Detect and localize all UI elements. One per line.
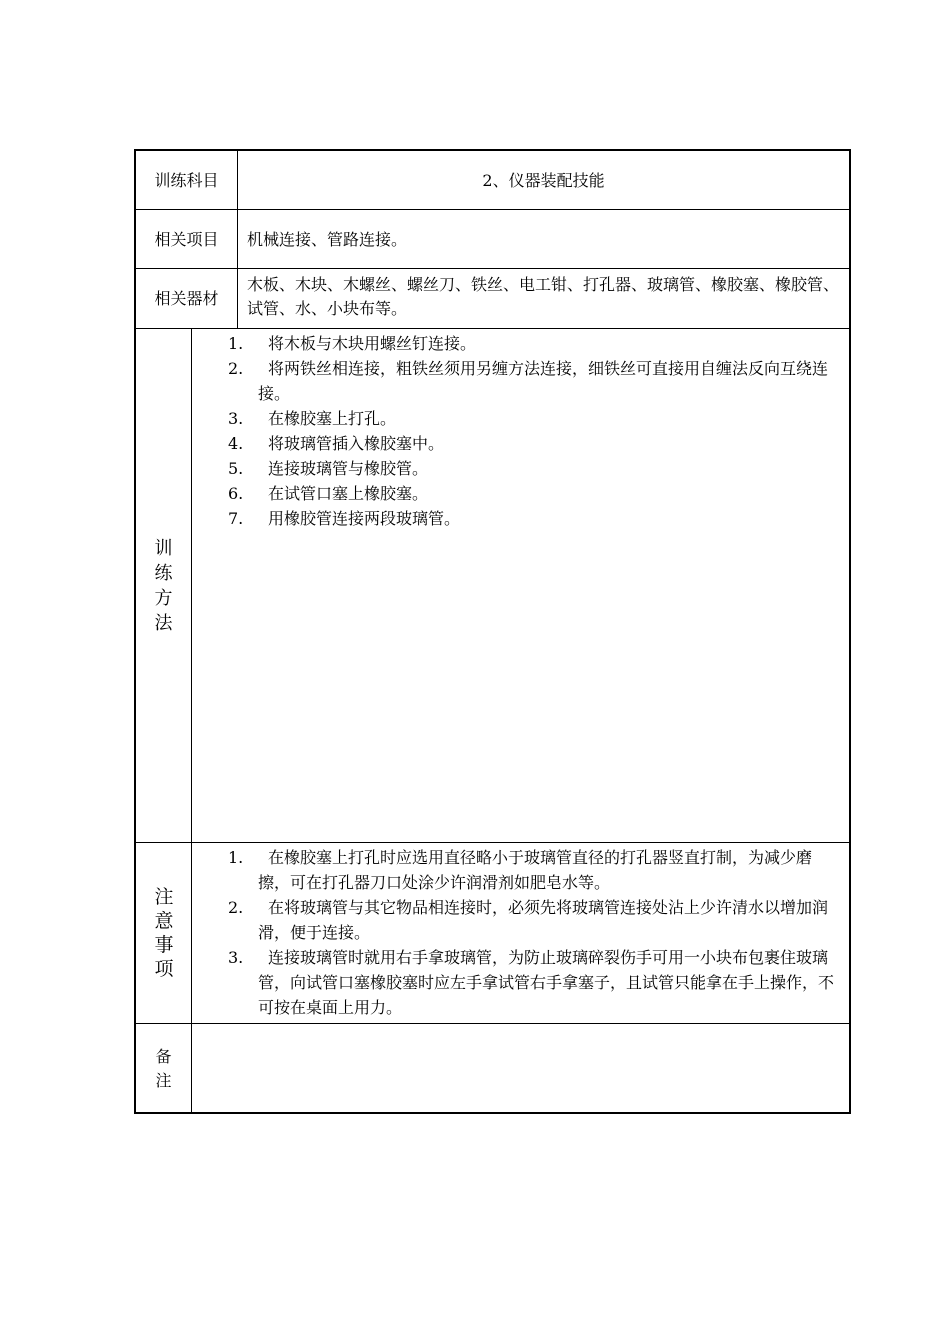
remarks-label-text: 备注 <box>155 1047 172 1090</box>
list-item-text: 在橡胶塞上打孔。 <box>268 409 397 428</box>
list-item <box>192 506 841 531</box>
method-steps-list <box>192 331 841 531</box>
subject-label-text: 训练科目 <box>154 170 219 190</box>
list-item <box>192 895 841 945</box>
method-content <box>192 329 849 842</box>
list-item <box>192 481 841 506</box>
list-item-text: 在将玻璃管与其它物品相连接时，必须先将玻璃管连接处沾上少许清水以增加润滑，便于连接。 <box>258 898 829 942</box>
subject-value-text: 2、仪器装配技能 <box>482 170 605 190</box>
list-item <box>192 356 841 406</box>
list-item-text: 连接玻璃管时就用右手拿玻璃管，为防止玻璃碎裂伤手可用一小块布包裹住玻璃管，向试管口塞橡胶塞时应左手拿试管右手拿塞子，且试管只能拿在手上操作，不可按在桌面上用力。 <box>258 948 835 1017</box>
list-item-text: 将玻璃管插入橡胶塞中。 <box>268 434 445 453</box>
list-item-text: 将两铁丝相连接，粗铁丝须用另缠方法连接，细铁丝可直接用自缠法反向互绕连接。 <box>258 359 829 403</box>
notes-items-list <box>192 845 841 1020</box>
list-item-number: 1. <box>228 848 244 867</box>
list-item-number: 3. <box>228 948 244 967</box>
list-item <box>192 406 841 431</box>
list-item-text: 将木板与木块用螺丝钉连接。 <box>268 334 477 353</box>
list-item <box>192 431 841 456</box>
notes-content <box>192 843 849 1023</box>
list-item-number: 2. <box>228 898 244 917</box>
list-item-number: 2. <box>228 359 244 378</box>
list-item <box>192 845 841 895</box>
subject-label <box>136 151 237 209</box>
equipment-label <box>136 269 237 328</box>
project-label <box>136 210 237 268</box>
project-value-text: 机械连接、管路连接。 <box>247 229 408 249</box>
method-label <box>136 329 191 842</box>
equipment-value <box>238 269 849 328</box>
list-item <box>192 945 841 1020</box>
list-item-text: 连接玻璃管与橡胶管。 <box>268 459 429 478</box>
list-item-text: 在试管口塞上橡胶塞。 <box>268 484 429 503</box>
list-item-number: 1. <box>228 334 244 353</box>
list-item-number: 6. <box>228 484 244 503</box>
notes-label-text: 注意事项 <box>154 886 174 980</box>
list-item <box>192 456 841 481</box>
project-value <box>238 210 849 268</box>
project-label-text: 相关项目 <box>154 229 219 249</box>
notes-label <box>136 843 191 1023</box>
equipment-value-text: 木板、木块、木螺丝、螺丝刀、铁丝、电工钳、打孔器、玻璃管、橡胶塞、橡胶管、试管、水、小块布等。 <box>247 275 840 318</box>
remarks-content <box>192 1024 849 1114</box>
training-form-table <box>134 149 851 1114</box>
list-item-number: 3. <box>228 409 244 428</box>
list-item <box>192 331 841 356</box>
remarks-label <box>136 1024 191 1114</box>
list-item-number: 4. <box>228 434 244 453</box>
method-label-text: 训练方法 <box>154 537 173 634</box>
list-item-text: 在橡胶塞上打孔时应选用直径略小于玻璃管直径的打孔器竖直打制，为减少磨擦，可在打孔器刀口处涂少许润滑剂如肥皂水等。 <box>258 848 813 892</box>
equipment-label-text: 相关器材 <box>154 289 219 308</box>
subject-value <box>238 151 849 209</box>
list-item-number: 7. <box>228 509 244 528</box>
list-item-text: 用橡胶管连接两段玻璃管。 <box>268 509 461 528</box>
list-item-number: 5. <box>228 459 244 478</box>
